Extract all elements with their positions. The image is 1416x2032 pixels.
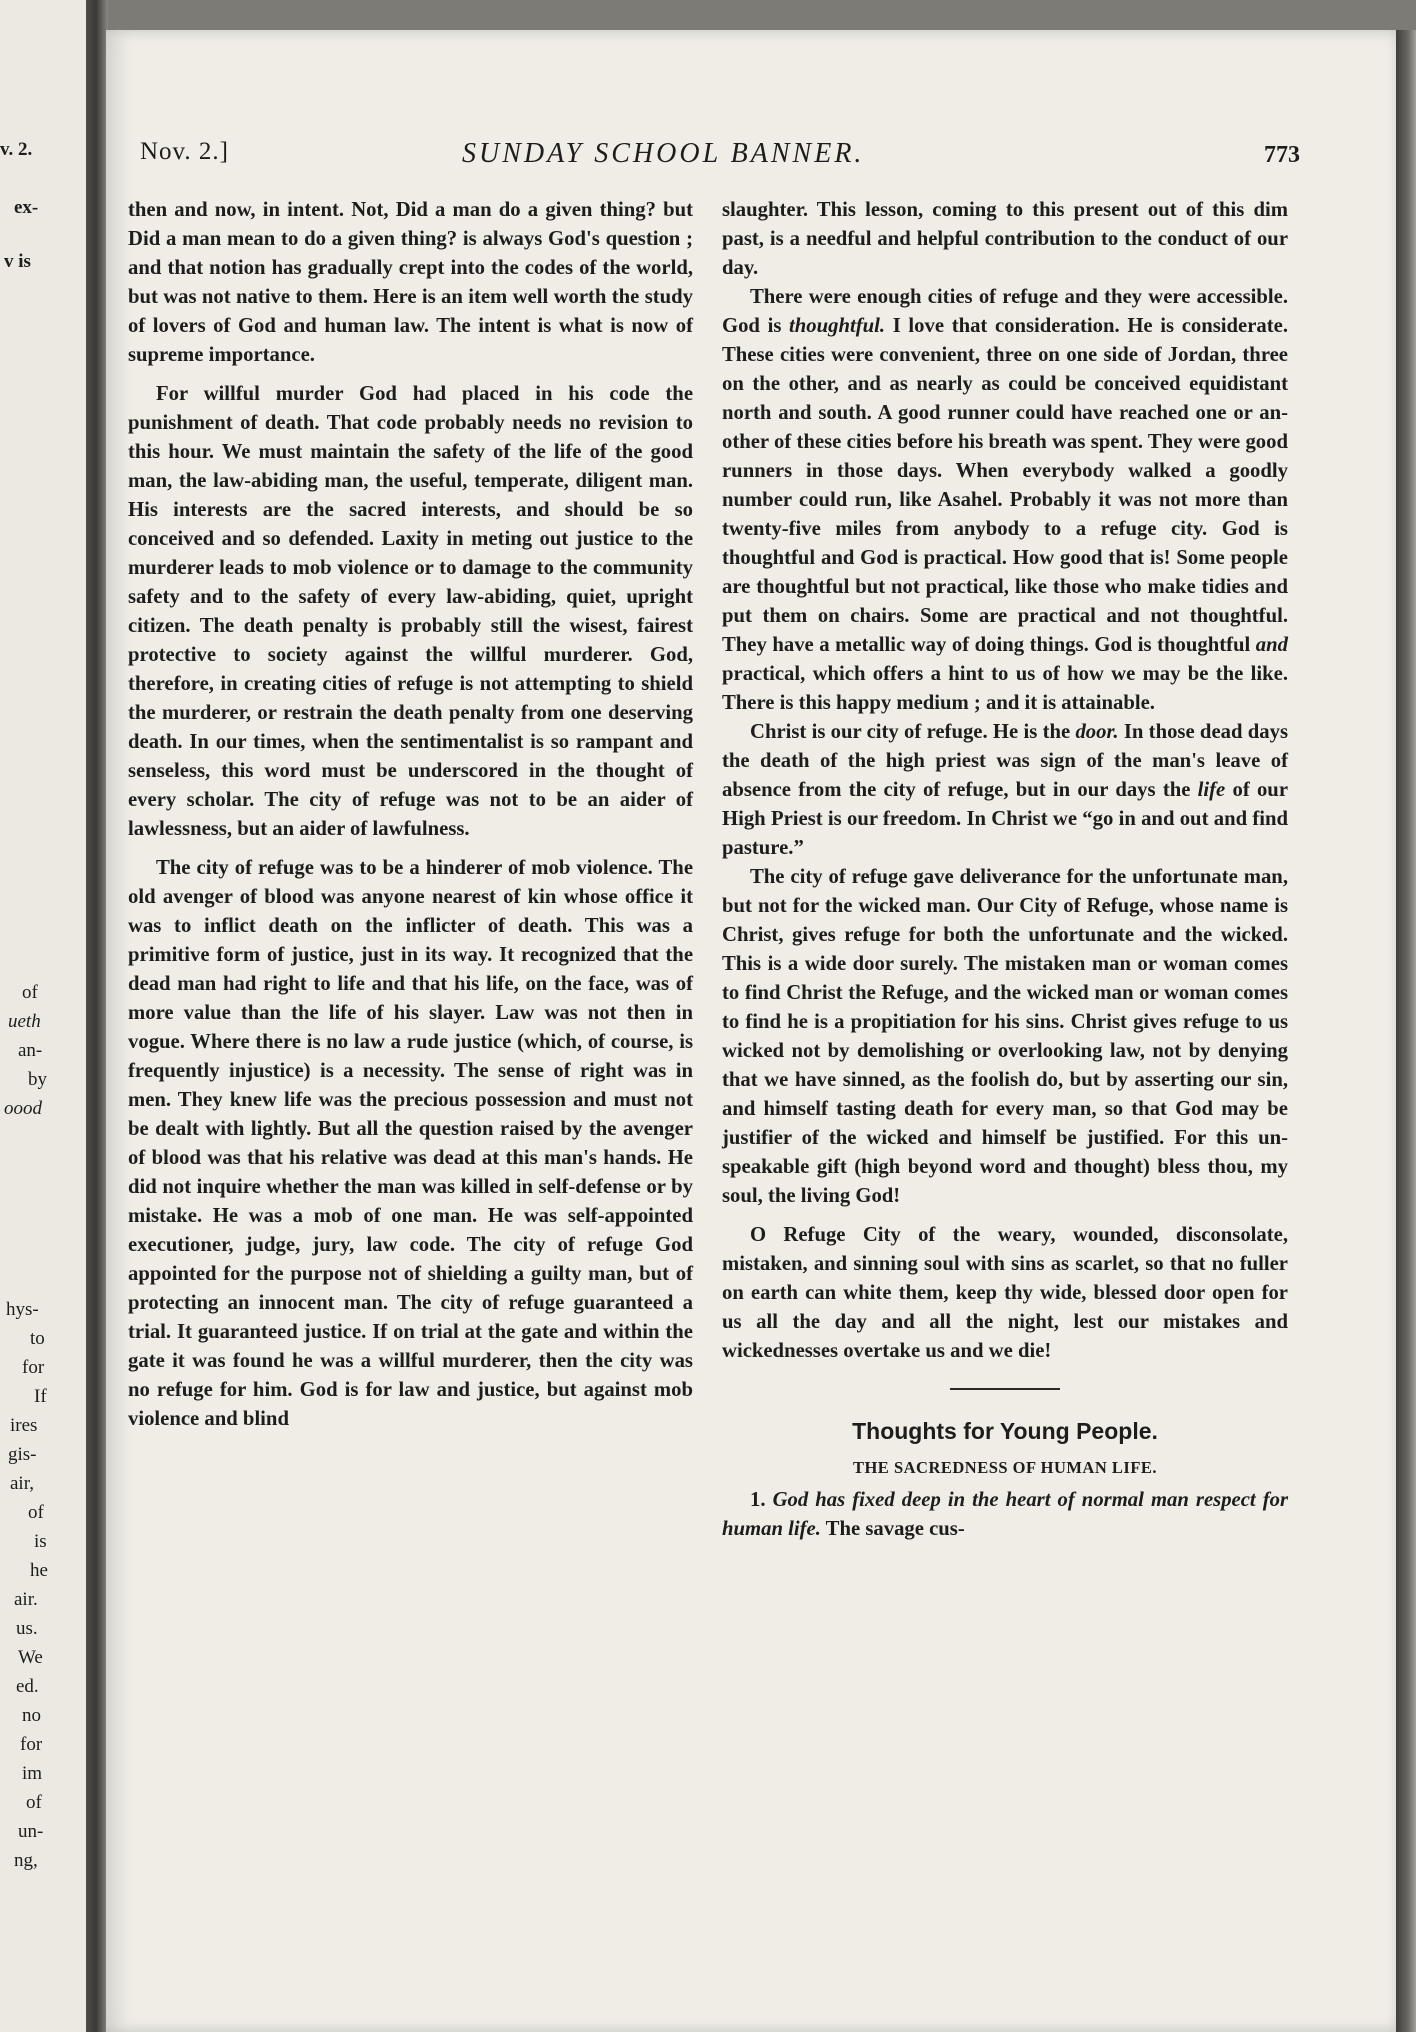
emphasis: life [1197, 779, 1226, 801]
left-page-fragment: hys- [6, 1299, 39, 1320]
numbered-point [722, 1486, 1288, 1544]
left-page-fragment: ueth [8, 1011, 41, 1032]
emphasis: door. [1075, 721, 1119, 743]
paragraph: slaughter. This lesson, coming to this present out of this dim past, is a needful and helpful contribution to the conduct of our day. [722, 199, 1288, 279]
text-run: In those dead days the death of the high priest was sign of the man's leave of absence from the city of refuge, but in our days the [722, 721, 1288, 801]
left-page-fragment: ng, [14, 1850, 38, 1871]
emphasis: and [1255, 634, 1288, 656]
left-page-fragment: ires [10, 1415, 38, 1436]
left-page-fragment: to [30, 1328, 45, 1349]
left-page-fragment: oood [4, 1098, 42, 1119]
text-run: The savage cus- [820, 1518, 965, 1540]
left-page-fragment: air. [14, 1589, 38, 1610]
paragraph: O Refuge City of the weary, wounded, disconsolate, mistaken, and sinning soul with sins as scarlet, so that no fuller on earth can white them, keep thy wide, blessed door open for us all the day and all the night, lest our mistakes and wickednesses overtake us and we die! [722, 1224, 1288, 1362]
left-page-fragment: for [22, 1357, 45, 1378]
left-page-fragment: air, [10, 1473, 35, 1494]
paragraph: then and now, in intent. Not, Did a man do a given thing? but Did a man mean to do a given thing? is always God's question ; and that notion has gradually crept into the codes of the world, but was not native to them. Here is an item well worth the study of lovers of God and human law. The intent is what is now of supreme importance. [128, 199, 693, 366]
point-number: 1. [750, 1489, 766, 1511]
left-page-fragment: If [34, 1386, 47, 1407]
left-page-fragment: We [18, 1647, 43, 1668]
paragraph: The city of refuge gave deliverance for the unfortunate man, but not for the wicked man. Our City of Refuge, whose name is Christ, gives refuge for both the unfortunate and the wicked. This is a wide door surely. The mistaken man or woman comes to find Christ the Refuge, and the wicked man or woman comes to find he is a propitiation for his sins. Christ gives refuge to us wicked not by demolishing or overlooking law, not by denying that we have sinned, as the foolish do, but by asserting our sin, and himself tasting death for every man, so that God may be justifier of the wicked and himself be justified. For this unspeakable gift (high beyond word and thought) bless thou, my soul, the living God! [722, 866, 1288, 1207]
text-run: of our High Priest is our freedom. In Christ we “go in and out and find pasture.” [722, 779, 1288, 859]
left-page-fragment: of [26, 1792, 42, 1813]
paragraph [722, 283, 1288, 718]
left-page-fragment: is [34, 1531, 47, 1552]
left-page-edge [0, 0, 88, 2032]
left-page-fragment: un- [18, 1821, 44, 1842]
emphasis: God has fixed deep in the heart of normal man respect for human life. [722, 1489, 1289, 1540]
left-page-fragment: of [28, 1502, 44, 1523]
paragraph [722, 718, 1288, 863]
text-run: There were enough cities of refuge and they were accessible. God is [722, 286, 1288, 337]
running-head [140, 138, 1300, 172]
book-gutter [86, 0, 108, 2032]
left-page-fragment: he [30, 1560, 48, 1581]
left-page-fragment: v is [4, 251, 31, 272]
left-column [128, 196, 693, 1434]
left-page-fragment: an- [18, 1040, 43, 1061]
left-page-fragment: of [22, 982, 38, 1003]
issue-date: Nov. 2.] [140, 138, 230, 165]
page-number: 773 [1264, 142, 1300, 168]
left-page-fragment: by [28, 1069, 47, 1090]
left-page-fragment: no [22, 1705, 41, 1726]
left-page-fragment: ex- [14, 197, 39, 218]
text-run: Christ is our city of refuge. He is the [750, 721, 1076, 743]
section-heading: Thoughts for Young People. [852, 1418, 1158, 1444]
publication-title: SUNDAY SCHOOL BANNER. [462, 138, 865, 169]
text-run: practical, which offers a hint to us of how we may be the like. There is this happy medium ; and it is attainable. [722, 663, 1288, 714]
paragraph: The city of refuge was to be a hinderer of mob violence. The old avenger of blood was anyone nearest of kin whose office it was to inflict death on the inflicter of death. This was a primitive form of justice, just in its way. It recognized that the dead man had right to life and that his life, on the face, was of more value than the life of his slayer. Law was not then in vogue. Where there is no law a rude justice (which, of course, is frequently injustice) is a necessity. The sense of right was in men. They knew life was the precious possession and must not be dealt with lightly. But all the question raised by the avenger of blood was that his relative was dead at this man's hands. He did not inquire whether the man was killed in self-defense or by mistake. He was a mob of one man. He was self-appointed executioner, judge, jury, law code. The city of refuge God appointed for the purpose not of shielding a guilty man, but of protecting an innocent man. The city of refuge guaranteed a trial. It guaranteed justice. If on trial at the gate and within the gate it was found he was a willful murderer, then the city was no refuge for him. God is for law and justice, but against mob violence and blind [128, 857, 693, 1430]
left-page-fragment: for [20, 1734, 43, 1755]
section-divider [950, 1388, 1060, 1390]
text-run: I love that consideration. He is considerate. These cities were convenient, three on one side of Jordan, three on the other, and as nearly as could be conceived equidistant north and south. A good runner could have reached one or another of these cities before his breath was spent. They were good runners in those days. When everybody walked a goodly number could run, like Asahel. Probably it was not more than twenty-five miles from anybody to a refuge city. God is thoughtful and God is practical. How good that is! Some people are thoughtful but not practical, like those who make tidies and put them on chairs. Some are practical and not thoughtful. They have a metallic way of doing things. God is thoughtful [722, 315, 1288, 656]
right-column [722, 196, 1288, 1544]
emphasis: thoughtful. [789, 315, 886, 337]
paragraph: For willful murder God had placed in his code the punishment of death. That code probably needs no revision to this hour. We must maintain the safety of the life of the good man, the law-abiding man, the useful, temperate, diligent man. His interests are the sacred interests, and should be so conceived and so defended. Laxity in meting out justice to the murderer leads to mob violence or to damage to the community safety and to the safety of every law-abiding, quiet, upright citizen. The death penalty is probably still the wisest, fairest protective to society against the willful murderer. God, therefore, in creating cities of refuge is not attempting to shield the murderer, or restrain the death penalty from one deserving death. In our times, when the sentimentalist is so rampant and senseless, this word must be underscored in the thought of every scholar. The city of refuge was not to be an aider of lawlessness, but an aider of lawfulness. [128, 383, 693, 840]
left-page-fragment: ed. [16, 1676, 39, 1697]
left-page-fragment: gis- [8, 1444, 37, 1465]
right-page-edge [1396, 30, 1416, 2032]
section-subheading: THE SACREDNESS OF HUMAN LIFE. [852, 1458, 1158, 1477]
left-page-fragment: im [22, 1763, 43, 1784]
left-page-fragment: us. [16, 1618, 38, 1639]
left-page-fragment: v. 2. [0, 139, 33, 160]
